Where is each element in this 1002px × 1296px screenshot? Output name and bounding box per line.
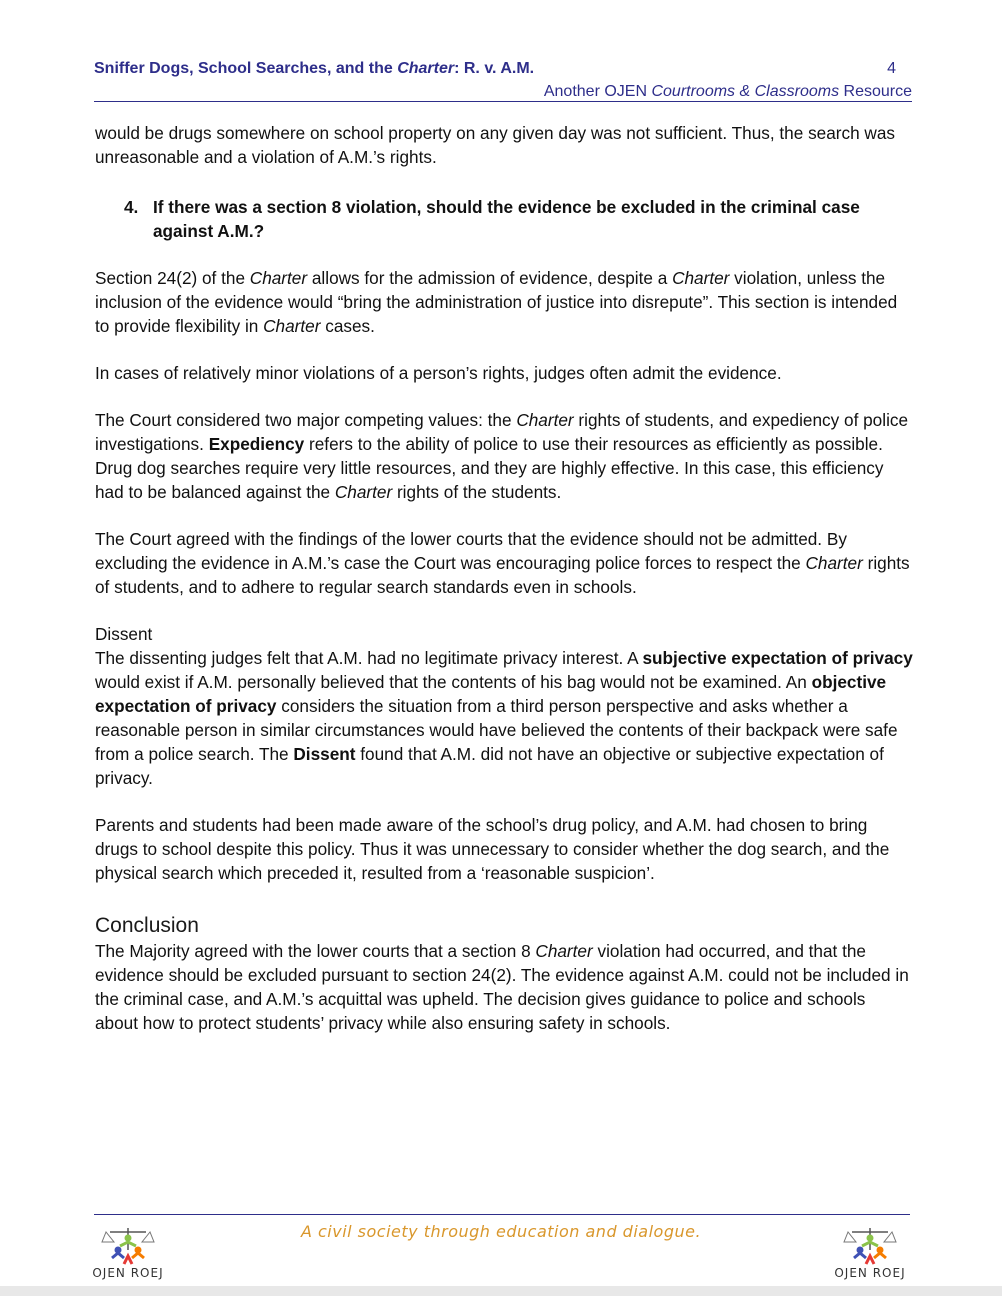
footer-tagline: A civil society through education and dialogue.: [300, 1222, 702, 1241]
ojen-logo-left: OJEN ROEJ: [90, 1224, 166, 1284]
paragraph-search-unreasonable: would be drugs somewhere on school property on any given day was not sufficient. Thus, the search was unreasonable and a violation of A.M.’s rights.: [95, 123, 895, 167]
page-header: [94, 58, 912, 102]
question-4: [124, 195, 913, 243]
paragraph-competing-values: The Court considered two major competing values: the Charter rights of students, and expediency of police investigations. Expediency refers to the ability of police to use their resources as efficiently as possible. Drug dog searches require very little resources, and they are highly effective. In this case, this efficiency had to be balanced against the Charter rights of the students.: [95, 410, 909, 502]
paragraph-section-24: Section 24(2) of the Charter allows for the admission of evidence, despite a Charter violation, unless the inclusion of the evidence would “bring the administration of justice into disrepute”. This section is intended to provide flexibility in Charter cases.: [95, 268, 898, 336]
page-number: 4: [887, 60, 896, 77]
ojen-scales-icon: [90, 1224, 166, 1268]
question-number: 4.: [124, 197, 139, 217]
ojen-logo-right: OJEN ROEJ: [832, 1224, 908, 1284]
paragraph-conclusion: The Majority agreed with the lower courts that a section 8 Charter violation had occurred, and that the evidence should be excluded pursuant to section 24(2). The evidence against A.M. could not be included in the criminal case, and A.M.’s acquittal was upheld. The decision gives guidance to police and schools about how to protect students’ privacy while also ensuring safety in schools.: [95, 941, 909, 1033]
paragraph-dissent: The dissenting judges felt that A.M. had no legitimate privacy interest. A subjective expectation of privacy would exist if A.M. personally believed that the contents of his bag would not be examined. An objective expectation of privacy considers the situation from a third person perspective and asks whether a reasonable person in similar circumstances would have believed the contents of their backpack were safe from a police search. The Dissent found that A.M. did not have an objective or subjective expectation of privacy.: [95, 648, 913, 788]
body-content: [95, 121, 913, 1058]
page-bottom-band: [0, 1286, 1002, 1296]
header-subtitle: Another OJEN Courtrooms & Classrooms Resource: [543, 83, 912, 100]
header-title: Sniffer Dogs, School Searches, and the Charter: R. v. A.M.: [94, 60, 535, 77]
conclusion-heading: Conclusion: [95, 914, 199, 937]
header-divider: [94, 101, 912, 102]
paragraph-drug-policy: Parents and students had been made aware of the school’s drug policy, and A.M. had chosen to bring drugs to school despite this policy. Thus it was unnecessary to consider whether the dog search, and the physical search which preceded it, resulted from a ‘reasonable suspicion’.: [95, 815, 890, 883]
question-text: If there was a section 8 violation, should the evidence be excluded in the criminal case against A.M.?: [153, 197, 860, 241]
ojen-scales-icon: [832, 1224, 908, 1268]
footer-divider: [94, 1214, 910, 1215]
paragraph-minor-violations: In cases of relatively minor violations of a person’s rights, judges often admit the evidence.: [95, 363, 782, 383]
paragraph-evidence-excluded: The Court agreed with the findings of the lower courts that the evidence should not be admitted. By excluding the evidence in A.M.’s case the Court was encouraging police forces to respect the Charter rights of students, and to adhere to regular search standards even in schools.: [95, 529, 910, 597]
dissent-heading: Dissent: [95, 624, 153, 644]
